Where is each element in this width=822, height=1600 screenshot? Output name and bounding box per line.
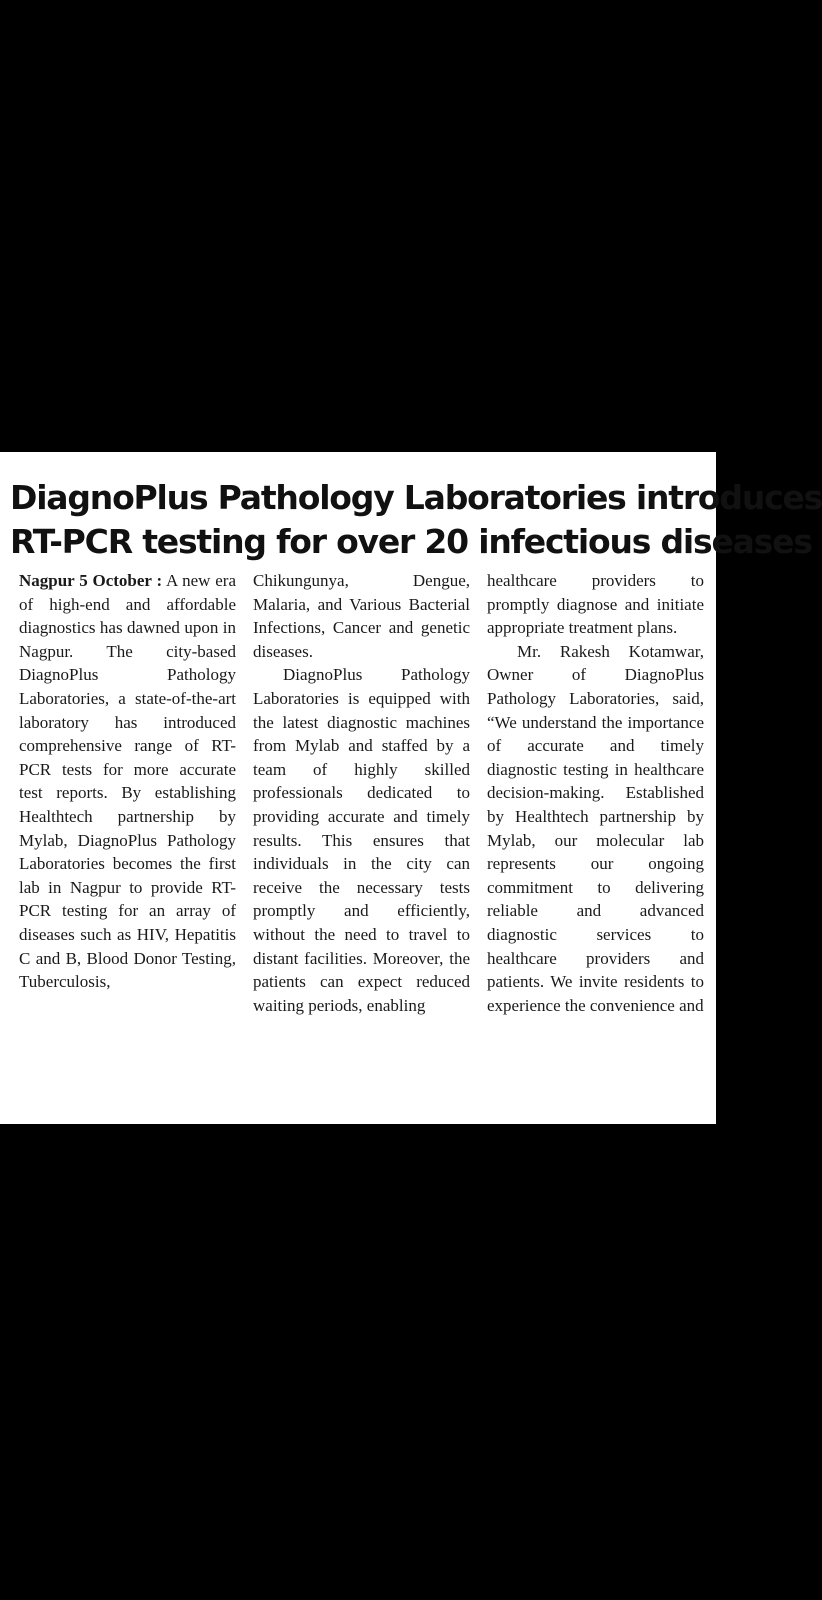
paragraph	[19, 569, 236, 994]
headline-line-1: DiagnoPlus Pathology Laboratories introduces	[10, 478, 822, 517]
paragraph: healthcare providers to promptly diagnose and initiate appropriate treatment plans.	[487, 571, 704, 638]
headline	[0, 452, 822, 564]
column-3	[487, 569, 704, 1017]
headline-line-2: RT-PCR testing for over 20 infectious diseases	[10, 522, 812, 561]
paragraph: Chikungunya, Dengue, Malaria, and Various Bacterial Infections, Cancer and genetic diseases.	[253, 571, 470, 661]
article-body	[19, 569, 705, 1017]
column-2	[253, 569, 470, 1017]
news-clipping	[0, 452, 822, 1124]
paragraph: Mr. Rakesh Kotamwar, Owner of DiagnoPlus Pathology Laboratories, said, “We understand the importance of accurate and timely diagnostic testing in healthcare decision-making. Established by Healthtech partnership by Mylab, our molecular lab represents our ongoing commitment to delivering reliable and advanced diagnostic services to healthcare providers and patients. We invite residents to experience the convenience and	[487, 641, 704, 1015]
paragraph: DiagnoPlus Pathology Laboratories is equipped with the latest diagnostic machines from Mylab and staffed by a team of highly skilled professionals dedicated to providing accurate and timely results. This ensures that individuals in the city can receive the necessary tests promptly and efficiently, without the need to travel to distant facilities. Moreover, the patients can expect reduced waiting periods, enabling	[253, 665, 470, 1015]
paragraph-text: A new era of high-end and affordable diagnostics has dawned upon in Nagpur. The city-based DiagnoPlus Pathology Laboratories, a state-of-the-art laboratory has introduced comprehensive range of RT-PCR tests for more accurate test reports. By establishing Healthtech partnership by Mylab, DiagnoPlus Pathology Laboratories becomes the first lab in Nagpur to provide RT-PCR testing for an array of diseases such as HIV, Hepatitis C and B, Blood Donor Testing, Tuberculosis,	[19, 571, 236, 992]
column-1	[19, 569, 236, 1017]
dateline: Nagpur 5 October :	[19, 571, 163, 590]
